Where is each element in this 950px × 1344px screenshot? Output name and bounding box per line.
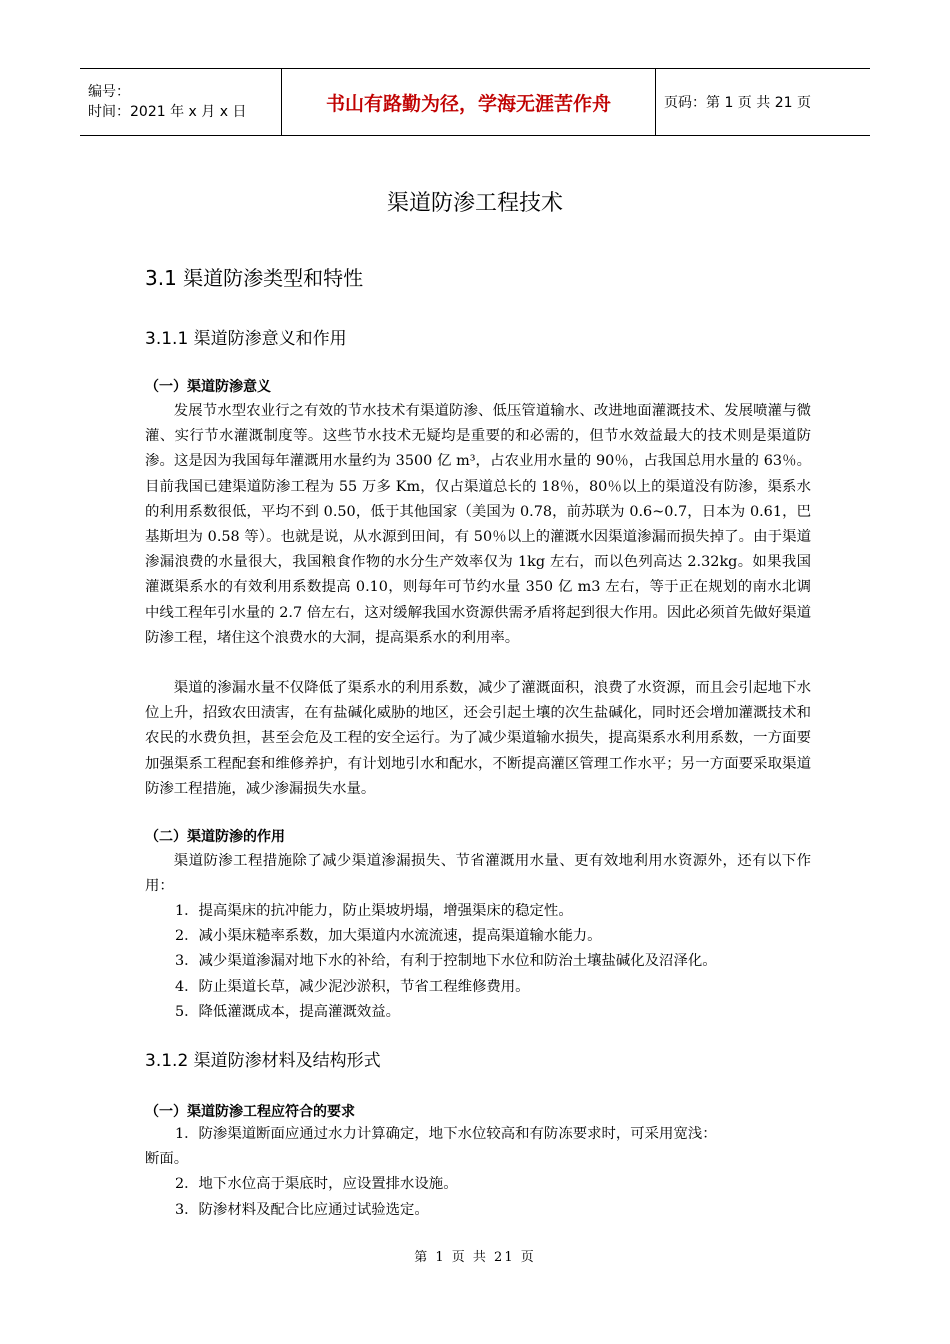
page-header [80,68,870,136]
list-item: 5．降低灌溉成本，提高灌溉效益。 [175,1003,401,1020]
list-item: 3．减少渠道渗漏对地下水的补给，有利于控制地下水位和防治土壤盐碱化及沼泽化。 [175,953,717,970]
section-heading-3-1-2: 3.1.2 渠道防渗材料及结构形式 [145,1051,381,1071]
list-item: 1．提高渠床的抗冲能力，防止渠坡坍塌，增强渠床的稳定性。 [175,903,573,919]
list-item: 3．防渗材料及配合比应通过试验选定。 [175,1201,429,1218]
list-item-continuation: 断面。 [145,1151,189,1168]
list-item: 1．防渗渠道断面应通过水力计算确定，地下水位较高和有防冻要求时，可采用宽浅： [175,1126,717,1142]
subheading-functions: （二）渠道防渗的作用 [145,829,285,845]
list-item: 4．防止渠道长草，减少泥沙淤积，节省工程维修费用。 [175,978,530,995]
subheading-requirements: （一）渠道防渗工程应符合的要求 [145,1104,355,1120]
list-item: 2．地下水位高于渠底时，应设置排水设施。 [175,1176,458,1193]
subheading-significance: （一）渠道防渗意义 [145,379,271,395]
section-heading-3-1-1: 3.1.1 渠道防渗意义和作用 [145,329,347,349]
header-page-info [656,69,870,135]
paragraph-significance-2: 渠道的渗漏水量不仅降低了渠系水的利用系数，减少了灌溉面积，浪费了水资源，而且会引起地下水位上升，招致农田渍害，在有盐碱化威胁的地区，还会引起土壤的次生盐碱化，同时还会增加灌溉技术和农民的水费负担，甚至会危及工程的安全运行。为了减少渠道输水损失，提高渠系水利用系数，一方面要加强渠系工程配套和维修养护，有计划地引水和配水，不断提高灌区管理工作水平；另一方面要采取渠道防渗工程措施，减少渗漏损失水量。 [145,680,811,797]
paragraph-significance-1: 发展节水型农业行之有效的节水技术有渠道防渗、低压管道输水、改进地面灌溉技术、发展喷灌与微灌、实行节水灌溉制度等。这些节水技术无疑均是重要的和必需的，但节水效益最大的技术则是渠道防渗。这是因为我国每年灌溉用水量约为 3500 亿 m³，占农业用水量的 90％，占我国总用水量的 63％。目前我国已建渠道防渗工程为 55 万多 Km，仅占渠道总长的 18％，80％以上的渠道没有防渗，渠系水的利用系数很低，平均不到 0.50，低于其他国家（美国为 0.78，前苏联为 0.6~0.7，日本为 0.61，巴基斯坦为 0.58 等）。也就是说，从水源到田间，有 50％以上的灌溉水因渠道渗漏而损失掉了。由于渠道渗漏浪费的水量很大，我国粮食作物的水分生产效率仅为 1kg 左右，而以色列高达 2.32kg。如果我国灌溉渠系水的有效利用系数提高 0.10，则每年可节约水量 350 亿 m3 左右，等于正在规划的南水北调中线工程年引水量的 2.7 倍左右，这对缓解我国水资源供需矛盾将起到很大作用。因此必须首先做好渠道防渗工程，堵住这个浪费水的大洞，提高渠系水的利用率。 [145,403,811,646]
doc-date-label: 时间：2021 年 x 月 x 日 [88,104,247,120]
page-info-text: 页码：第 1 页 共 21 页 [664,95,811,111]
header-meta [80,69,282,135]
header-motto [282,69,656,135]
page-title: 渠道防渗工程技术 [386,191,563,216]
section-heading-3-1: 3.1 渠道防渗类型和特性 [145,266,364,290]
functions-list [175,899,815,1025]
page-footer: 第 1 页 共 21 页 [414,1250,536,1265]
paragraph-functions-intro: 渠道防渗工程措施除了减少渠道渗漏损失、节省灌溉用水量、更有效地利用水资源外，还有以下作用： [145,853,811,895]
doc-number-label: 编号： [88,84,130,100]
requirements-list [145,1122,811,1223]
list-item: 2．减小渠床糙率系数，加大渠道内水流流速，提高渠道输水能力。 [175,928,602,945]
motto-text: 书山有路勤为径，学海无涯苦作舟 [325,92,611,115]
